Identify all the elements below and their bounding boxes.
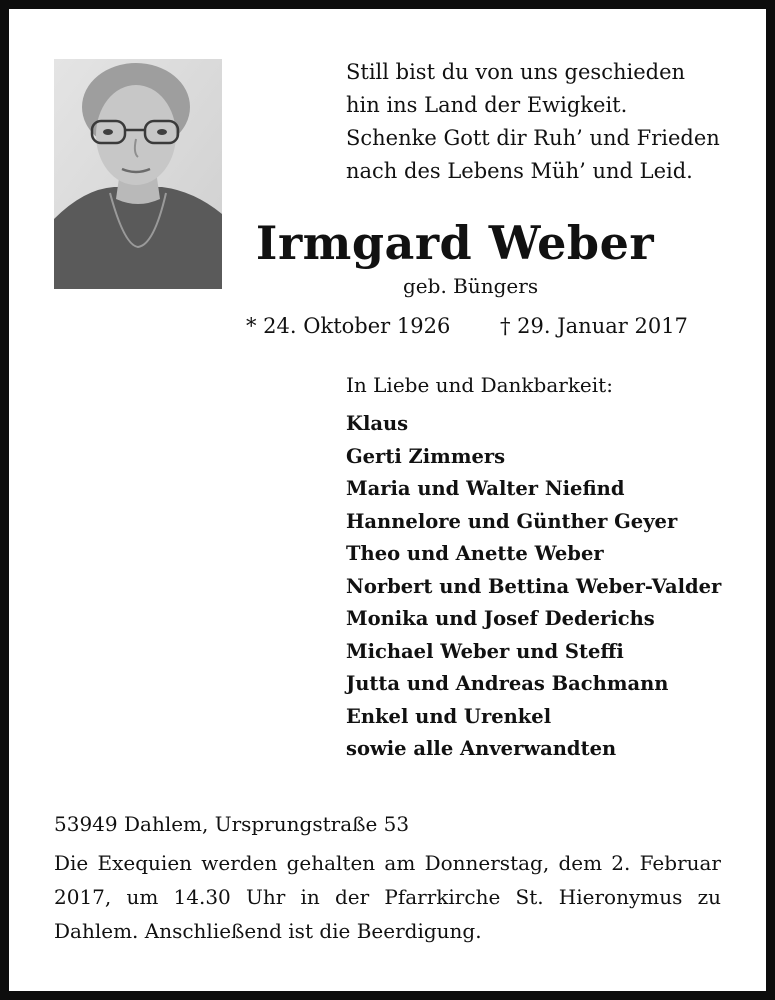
poem-line: Still bist du von uns geschieden xyxy=(346,60,686,84)
memorial-poem xyxy=(346,56,720,188)
mourners-list xyxy=(346,408,721,766)
mourner-entry: Theo und Anette Weber xyxy=(346,542,604,565)
mourner-entry: Klaus xyxy=(346,412,409,435)
mourner-entry: Gerti Zimmers xyxy=(346,444,506,468)
mourners-intro: In Liebe und Dankbarkeit: xyxy=(346,373,613,397)
family-address: 53949 Dahlem, Ursprungstraße 53 xyxy=(54,812,410,836)
poem-line: Schenke Gott dir Ruh’ und Frieden xyxy=(346,126,720,150)
mourner-entry: Norbert und Bettina Weber-Valder xyxy=(346,574,722,598)
birth-date: * 24. Oktober 1926 xyxy=(246,314,451,338)
poem-line: hin ins Land der Ewigkeit. xyxy=(346,93,628,117)
poem-line: nach des Lebens Müh’ und Leid. xyxy=(346,159,693,183)
death-date: † 29. Januar 2017 xyxy=(500,314,688,338)
mourner-entry: Monika und Josef Dederichs xyxy=(346,607,655,630)
mourner-entry: Enkel und Urenkel xyxy=(346,704,552,728)
mourner-entry: Michael Weber und Steffi xyxy=(346,639,624,663)
mourner-entry: Hannelore und Günther Geyer xyxy=(346,509,678,533)
mourner-entry: Maria und Walter Niefind xyxy=(346,477,625,500)
mourner-entry: sowie alle Anverwandten xyxy=(346,737,617,760)
funeral-notice: Die Exequien werden gehalten am Donnerstag, dem 2. Februar 2017, um 14.30 Uhr in der Pfarrkirche St. Hieronymus zu Dahlem. Anschließend ist die Beerdigung. xyxy=(54,851,721,943)
mourner-entry: Jutta und Andreas Bachmann xyxy=(346,672,669,695)
maiden-name: geb. Büngers xyxy=(403,274,539,298)
deceased-name: Irmgard Weber xyxy=(255,216,655,270)
